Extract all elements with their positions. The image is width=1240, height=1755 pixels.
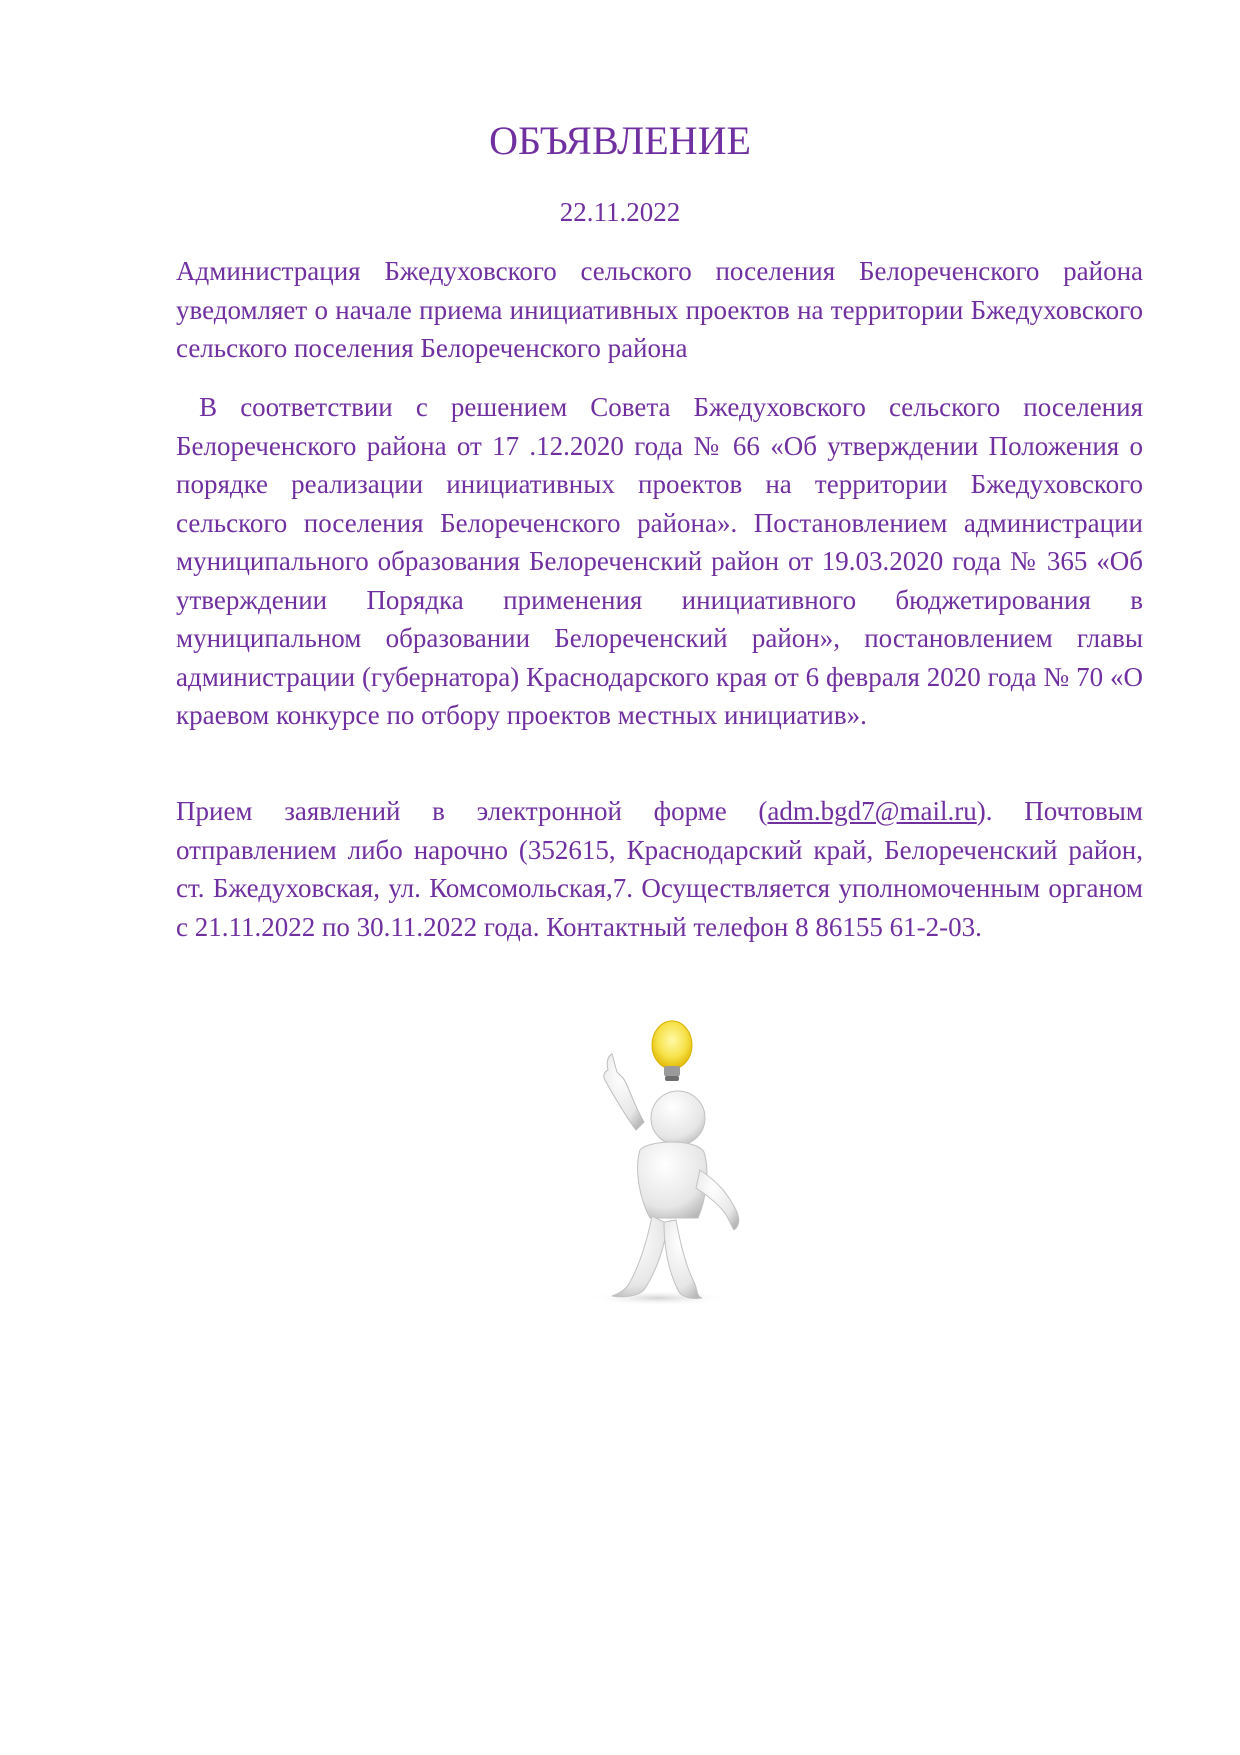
idea-figure-lightbulb-icon xyxy=(568,1010,768,1310)
paragraph-legal-basis: В соответствии с решением Совета Бжедуховского сельского поселения Белореченского района от 17 .12.2020 года № 66 «Об утверждении Положения о порядке реализации инициативных проектов на территории Бжедуховского сельского поселения Белореченского района». Постановлением администрации муниципального образования Белореченский район от 19.03.2020 года № 365 «Об утверждении Порядка применения инициативного бюджетирования в муниципальном образовании Белореченский район», постановлением главы администрации (губернатора) Краснодарского края от 6 февраля 2020 года № 70 «О краевом конкурсе по отбору проектов местных инициатив». xyxy=(176,392,1143,730)
paragraph-submission-info xyxy=(176,792,1143,946)
lightbulb-icon xyxy=(652,1021,692,1081)
submission-text-start: Прием заявлений в электронной форме ( xyxy=(176,796,768,826)
document-date: 22.11.2022 xyxy=(559,197,681,227)
submission-text-end: ). Почтовым отправлением либо нарочно (352615, Краснодарский край, Белореченский район, ст. Бжедуховская, ул. Комсомольская,7. Осуществляется уполномоченным органом с 21.11.2022 по 30.11.2022 года. Контактный телефон 8 86155 61-2-03. xyxy=(176,796,1143,942)
document-title: ОБЪЯВЛЕНИЕ xyxy=(489,118,751,163)
paragraph-notice: Администрация Бжедуховского сельского поселения Белореченского района уведомляет о начале приема инициативных проектов на территории Бжедуховского сельского поселения Белореченского района xyxy=(176,256,1143,363)
email-link[interactable]: adm.bgd7@mail.ru xyxy=(767,796,977,826)
